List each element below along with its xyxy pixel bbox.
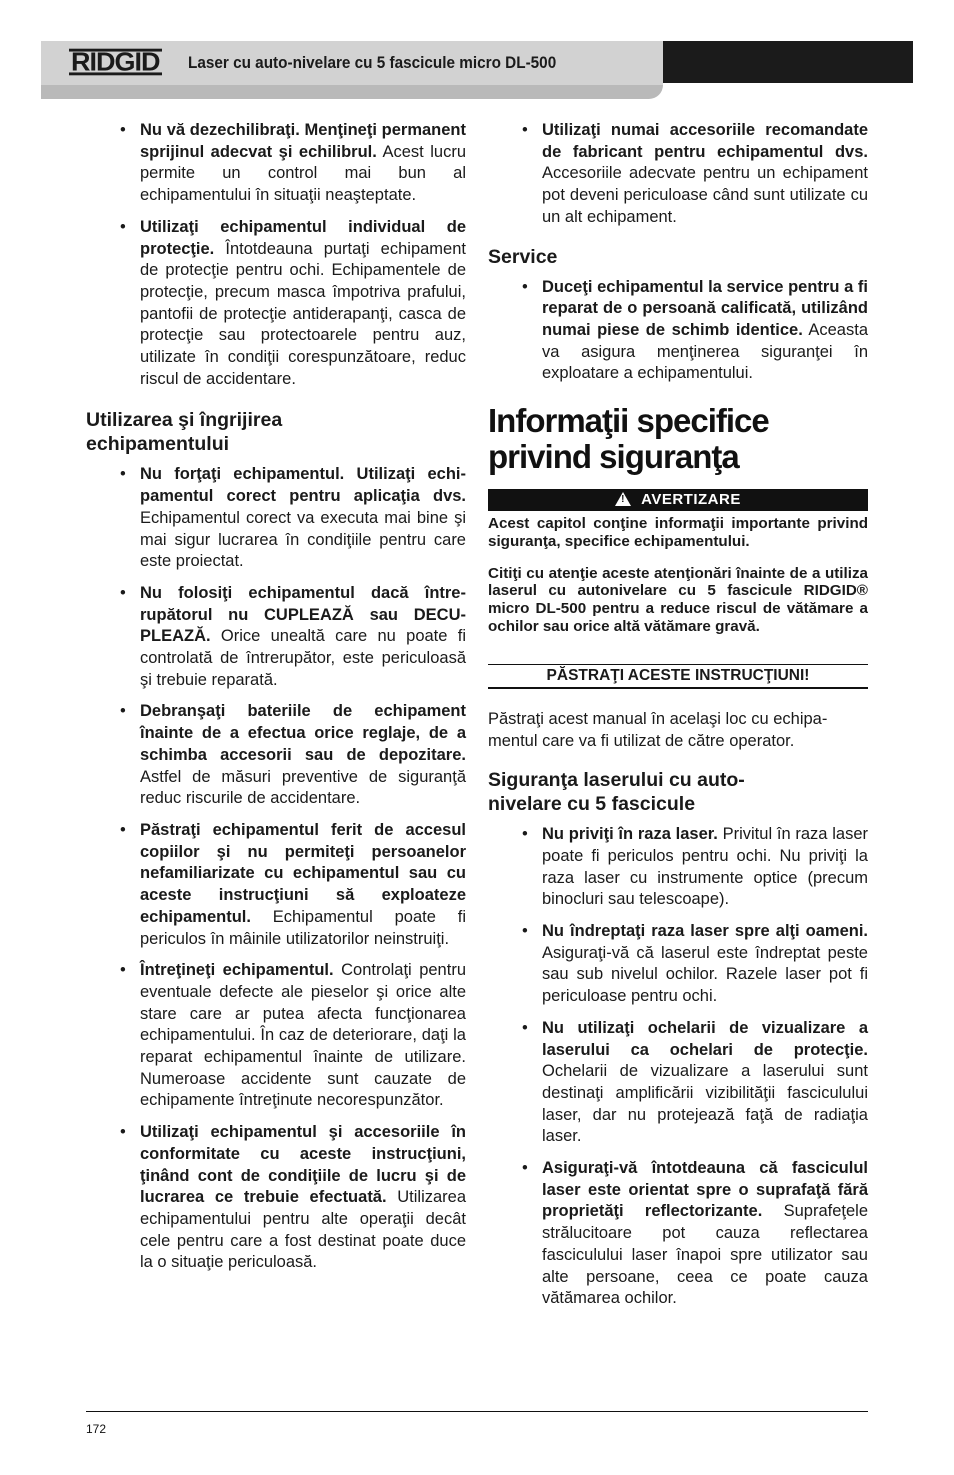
document-title: Laser cu auto-nivelare cu 5 fascicule micro DL-500 [188, 53, 557, 72]
item-text: Acest lucru permite un control mai bun al echipamentului în situaţii neaşteptate. [140, 142, 466, 205]
item-bold: Duceţi echipamentul la service pentru a fi reparat de o persoană calificată, utilizând numai piese de schimb identice. [542, 277, 868, 339]
item-bold: Debranşaţi bateriile de echipament înainte de a efectua orice reglaje, de a schimba accesorii sau de depozitare. [140, 702, 466, 764]
item-bold: Întreţineţi echipamentul. [140, 961, 334, 980]
laser-safety-heading: Siguranţa laserului cu auto-nivelare cu 5 fascicule [488, 769, 745, 816]
item-text: Echipamentul corect va executa mai bine şi mai sigur lucrarea în condiţiile pentru care este proiectat. [140, 508, 466, 571]
left-column [86, 120, 466, 1284]
right-column [488, 120, 868, 1320]
warning-banner [488, 489, 868, 511]
footer-rule [86, 1411, 868, 1412]
warning-paragraph: Acest capitol conţine informaţii importante privind siguranţa, specifice echipamentului. [488, 515, 868, 550]
item-text: Privitul în raza laser poate fi periculos pentru ochi. Nu priviţi la raza laser cu instrumente optice (precum binocluri sau telescoape). [542, 825, 868, 909]
safety-main-heading [488, 403, 868, 475]
warning-label: AVERTIZARE [641, 491, 741, 509]
item-text: Aceasta va asigura menţinerea siguranţei în exploatare a echipamentului. [542, 320, 868, 383]
keep-instructions-banner: PĂSTRAŢI ACESTE INSTRUCŢIUNI! [488, 664, 868, 689]
list-item: • Utilizaţi echipamentul individual de protecţie. Întotdeauna purtaţi echipament de protecţie pentru ochi. Echipamentele de protecţie, precum masca împotriva prafului, pantofii de protecţie antiderapanţi, casca de protecţie sau protectoarele pentru auz, utilizate în condiţii corespunzătoare, reduc riscul de accidentare. [120, 217, 466, 388]
list-item: • Debranşaţi bateriile de echipament înainte de a efectua orice reglaje, de a schimba accesorii sau de depozitare. Astfel de măsuri preventive de siguranţă reduc riscurile de accidentare. [120, 702, 466, 808]
item-bold: Nu forţaţi echipamentul. Utilizaţi echipamentul corect pentru aplicaţia dvs. [140, 465, 466, 506]
item-text: Asiguraţi-vă că laserul este îndreptat peste sau sub nivelul ochilor. Razele laser pot fi periculoase pentru ochi. [542, 943, 868, 1006]
item-text: Echipamentul poate fi periculos în mâinile utilizatorilor neinstruiţi. [140, 907, 466, 948]
item-text: Utilizarea echipamentului pentru alte operaţii decât cele pentru care a fost destinat poate duce la o situaţie periculoasă. [140, 1188, 467, 1272]
list-item: • Nu forţaţi echipamentul. Utilizaţi echipamentul corect pentru aplicaţia dvs. Echipamentul corect va executa mai bine şi mai sigur lucrarea în condiţiile pentru care este proiectat. [120, 465, 466, 571]
page-number: 172 [86, 1422, 107, 1436]
header-black-band [663, 41, 913, 83]
list-item: • Utilizaţi echipamentul şi accesoriile în conformitate cu aceste instrucţiuni, ţinând cont de condiţiile de lucru şi de lucrarea ce trebuie efectuată. Utilizarea echipamentului pentru alte operaţii decât cele pentru care a fost destinat poate duce la o situaţie periculoasă. [120, 1123, 467, 1272]
list-item: • Nu vă dezechilibraţi. Menţineţi permanent sprijinul adecvat şi echilibrul. Acest lucru permite un control mai bun al echipamentului în situaţii neaşteptate. [120, 121, 466, 205]
list-item: • Asiguraţi-vă întotdeauna că fasciculul laser este orientat spre o suprafaţă fără proprietăţi reflectorizante. Suprafeţele strălucitoare pot cauza reflectarea fasciculului laser înapoi spre utilizator sau alte persoane, ceea ce poate cauza vătămarea ochilor. [522, 1159, 868, 1308]
warning-paragraph: Citiţi cu atenţie aceste atenţionări înainte de a utiliza laserul cu autonivelare cu 5 fascicule RIDGID® micro DL-500 pentru a reduce riscul de vătămare a ochilor sau orice altă vătămare gravă. [488, 564, 868, 636]
list-item: • Nu îndreptaţi raza laser spre alţi oameni. Asiguraţi-vă că laserul este îndreptat peste sau sub nivelul ochilor. Razele laser pot fi periculoase pentru ochi. [522, 922, 868, 1006]
item-text: Astfel de măsuri preventive de siguranţă reduc riscurile de accidentare. [140, 767, 466, 808]
item-bold: Asiguraţi-vă întotdeauna că fasciculul laser este orientat spre o suprafaţă fără proprietăţi reflectorizante. [542, 1159, 868, 1221]
list-item: • Întreţineţi echipamentul. Controlaţi pentru eventuale defecte ale pieselor şi orice alte stare care ar putea afecta funcţionarea echipamentului. În caz de deteriorare, daţi la reparat echipamentul înainte de utilizare. Numeroase accidente sunt cauzate de echipamente întreţinute necorespunzător. [120, 961, 466, 1110]
item-bold: Nu utilizaţi ochelarii de vizualizare a laserului ca ochelari de protecţie. [542, 1018, 868, 1059]
list-item: • Nu utilizaţi ochelarii de vizualizare a laserului ca ochelari de protecţie. Ochelarii de vizualizare a laserului sunt destinaţi amplificării vizibilităţii fasciculului laser, dar nu protejează faţă de radiaţia laser. [522, 1018, 868, 1146]
list-item: • Păstraţi echipamentul ferit de accesul copiilor şi nu permiteţi persoanelor nefamiliarizate cu echipamentul sau cu aceste instrucţiuni să exploateze echipamentul. Echipamentul poate fi periculos în mâinile utilizatorilor neinstruiţi. [120, 820, 466, 948]
item-bold: Păstraţi echipamentul ferit de accesul copiilor şi nu permiteţi persoanelor nefamiliarizate cu echipamentul sau cu aceste instrucţiuni să exploateze echipamentul. [140, 820, 466, 926]
ridgid-logo [69, 47, 169, 77]
item-bold: Nu priviţi în raza laser. [542, 825, 718, 844]
item-text: Controlaţi pentru eventuale defecte ale pieselor şi orice alte stare care ar putea afecta funcţionarea echipamentului. În caz de deteriorare, daţi la reparat echipamentul înainte de utilizare. Numeroase accidente sunt cauzate de echipamente întreţinute necorespunzător. [140, 961, 466, 1110]
list-item: • Nu priviţi în raza laser. Privitul în raza laser poate fi periculos pentru ochi. Nu priviţi la raza laser cu instrumente optice (precum binocluri sau telescoape). [522, 825, 868, 909]
item-text: Accesoriile adecvate pentru un echipament pot deveni periculoase când sunt utilizate cu un alt echipament. [542, 164, 868, 226]
logo-text: RIDGID [71, 47, 160, 77]
warning-triangle-icon [615, 492, 631, 506]
heading-line-2: privind siguranţa [488, 438, 739, 476]
list-item: • Utilizaţi numai accesoriile recomandate de fabricant pentru echipamentul dvs. Accesoriile adecvate pentru un echipament pot deveni periculoase când sunt utilizate cu un alt echipament. [522, 121, 868, 226]
page-header [41, 41, 913, 99]
keep-instructions-paragraph: Păstraţi acest manual în acelaşi loc cu echipamentul care va fi utilizat de către operator. [488, 709, 828, 750]
item-text: Întotdeauna purtaţi echipament de protecţie pentru ochi. Echipamentele de protecţie, precum masca împotriva prafului, pantofii de protecţie antiderapanţi, casca de protecţie sau protectoarele pentru auz, utilizate în condiţii corespunzătoare, reduc riscul de accidentare. [140, 239, 466, 388]
list-item: • Duceţi echipamentul la service pentru a fi reparat de o persoană calificată, utilizând numai piese de schimb identice. Aceasta va asigura menţinerea siguranţei în exploatare a echipamentului. [522, 277, 868, 383]
item-text: Ochelarii de vizualizare a laserului sunt destinaţi amplificării vizibilităţii fasciculului laser, dar nu protejează faţă de radiaţia laser. [542, 1062, 868, 1146]
item-bold: Nu îndreptaţi raza laser spre alţi oameni. [542, 922, 868, 941]
item-bold: Utilizaţi echipamentul şi accesoriile în conformitate cu aceste instrucţiuni, ţinând cont de condiţiile de lucru şi de lucrarea ce trebuie efectuată. [140, 1123, 466, 1207]
item-bold: Utilizaţi echipamentul individual de protecţie. [140, 217, 466, 258]
item-text: Orice unealtă care nu poate fi controlată de întrerupător, este periculoasă şi trebuie reparată. [140, 627, 466, 689]
item-bold: Utilizaţi numai accesoriile recomandate de fabricant pentru echipamentul dvs. [542, 121, 868, 161]
item-bold: Nu vă dezechilibraţi. Menţineţi permanent sprijinul adecvat şi echilibrul. [140, 121, 466, 161]
list-item: • Nu folosiţi echipamentul dacă întrerupătorul nu CUPLEAZĂ sau DECUPLEAZĂ. Orice unealtă care nu poate fi controlată de întrerupător, este periculoasă şi trebuie reparată. [120, 583, 466, 689]
header-shadow [41, 85, 663, 99]
heading-line-1: Informaţii specifice [488, 402, 769, 440]
item-text: Suprafeţele strălucitoare pot cauza reflectarea fasciculului laser înapoi spre utilizator sau alte persoane, ceea ce poate cauza vătămarea ochilor. [542, 1202, 868, 1308]
item-bold: Nu folosiţi echipamentul dacă întrerupătorul nu CUPLEAZĂ sau DECUPLEAZĂ. [140, 583, 466, 646]
section-heading: Utilizarea şi îngrijirea echipamentului [86, 409, 283, 456]
service-heading: Service [488, 245, 558, 268]
